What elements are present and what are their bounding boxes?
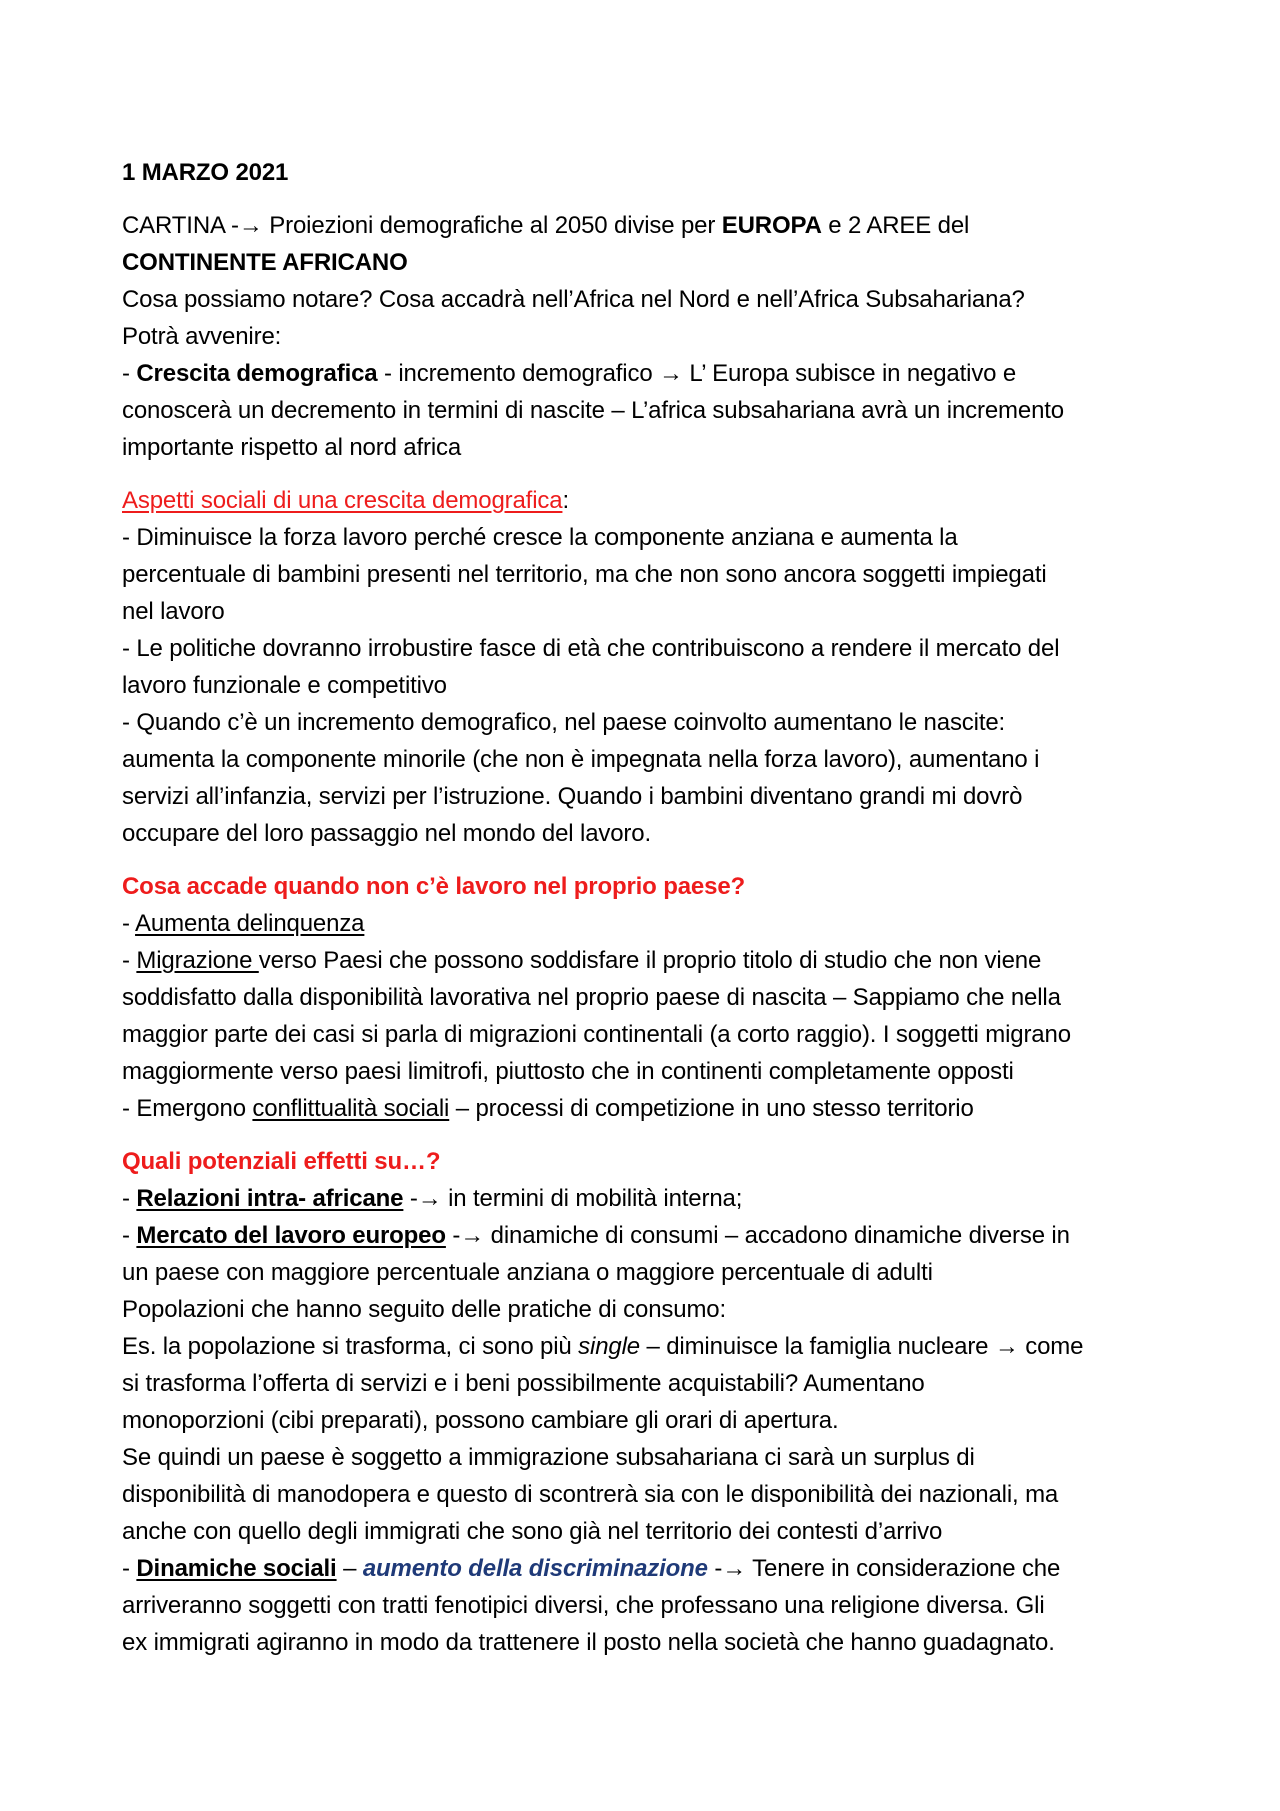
text-line (122, 355, 1160, 392)
text-line: disponibilità di manodopera e questo di scontrerà sia con le disponibilità dei nazionali, ma (122, 1481, 1059, 1508)
text-span: - (122, 1185, 137, 1212)
text-line: Potrà avvenire: (122, 323, 282, 350)
text-line: occupare del loro passaggio nel mondo del lavoro. (122, 820, 651, 847)
text-line: Cosa possiamo notare? Cosa accadrà nell’Africa nel Nord e nell’Africa Subsahariana? (122, 286, 1025, 313)
text-span: -→ Tenere in considerazione che (707, 1555, 1061, 1582)
text-span: - (122, 1555, 137, 1582)
bold-text: EUROPA (721, 212, 822, 239)
text-line: percentuale di bambini presenti nel territorio, ma che non sono ancora soggetti impiegati (122, 561, 1047, 588)
text-line (122, 207, 1160, 244)
text-line: - Diminuisce la forza lavoro perché cresce la componente anziana e aumenta la (122, 524, 958, 551)
text-line: - Quando c’è un incremento demografico, nel paese coinvolto aumentano le nascite: (122, 709, 1006, 736)
text-line (122, 905, 1160, 942)
text-span: - (122, 947, 137, 974)
text-line (122, 1217, 1160, 1254)
underlined-text: conflittualità sociali (252, 1095, 450, 1122)
text-line: nel lavoro (122, 598, 225, 625)
section-lavoro (122, 868, 1160, 1127)
text-line: soddisfatto dalla disponibilità lavorativa nel proprio paese di nascita – Sappiamo che nella (122, 984, 1061, 1011)
text-line: ex immigrati agiranno in modo da trattenere il posto nella società che hanno guadagnato. (122, 1629, 1055, 1656)
bold-underlined-text: Dinamiche sociali (136, 1555, 337, 1582)
text-span: -→ dinamiche di consumi – accadono dinamiche diverse in (445, 1222, 1070, 1249)
text-line: conoscerà un decremento in termini di nascite – L’africa subsahariana avrà un incremento (122, 397, 1064, 424)
text-line: si trasforma l’offerta di servizi e i beni possibilmente acquistabili? Aumentano (122, 1370, 925, 1397)
section-aspetti-sociali (122, 482, 1160, 852)
section-heading: Quali potenziali effetti su…? (122, 1148, 441, 1175)
text-line: maggior parte dei casi si parla di migrazioni continentali (a corto raggio). I soggetti migrano (122, 1021, 1071, 1048)
bold-underlined-text: Relazioni intra- africane (136, 1185, 404, 1212)
emphasis-text: aumento della discriminazione (362, 1555, 708, 1582)
text-span: – diminuisce la famiglia nucleare → come (639, 1333, 1084, 1360)
text-line: - Le politiche dovranno irrobustire fasce di età che contribuiscono a rendere il mercato del (122, 635, 1060, 662)
text-span: CARTINA -→ Proiezioni demografiche al 2050 divise per (122, 212, 722, 239)
text-line (122, 1090, 1160, 1127)
document-date: 1 MARZO 2021 (122, 159, 289, 186)
section-heading: Cosa accade quando non c’è lavoro nel proprio paese? (122, 873, 746, 900)
text-line: lavoro funzionale e competitivo (122, 672, 447, 699)
text-span: – (336, 1555, 363, 1582)
section-effetti (122, 1143, 1160, 1661)
bold-text-line: CONTINENTE AFRICANO (122, 249, 408, 276)
underlined-text: Aumenta delinquenza (135, 910, 365, 937)
text-span: - (122, 910, 136, 937)
text-line: Popolazioni che hanno seguito delle pratiche di consumo: (122, 1296, 727, 1323)
text-span: verso Paesi che possono soddisfare il proprio titolo di studio che non viene (258, 947, 1042, 974)
bold-underlined-text: Mercato del lavoro europeo (136, 1222, 446, 1249)
paragraph-cartina (122, 207, 1160, 466)
section-heading (122, 482, 1160, 519)
text-span: -→ in termini di mobilità interna; (403, 1185, 743, 1212)
underlined-text: Migrazione (136, 947, 259, 974)
text-line: monoporzioni (cibi preparati), possono cambiare gli orari di apertura. (122, 1407, 839, 1434)
text-line: un paese con maggiore percentuale anziana o maggiore percentuale di adulti (122, 1259, 933, 1286)
text-line: anche con quello degli immigrati che sono già nel territorio dei contesti d’arrivo (122, 1518, 943, 1545)
text-line: importante rispetto al nord africa (122, 434, 462, 461)
italic-text: single (578, 1333, 640, 1360)
bold-text: Crescita demografica (136, 360, 378, 387)
text-line (122, 1328, 1160, 1365)
text-line (122, 1550, 1160, 1587)
text-span: - Emergono (122, 1095, 253, 1122)
text-line: arriveranno soggetti con tratti fenotipici diversi, che professano una religione diversa. Gli (122, 1592, 1045, 1619)
text-line: maggiormente verso paesi limitrofi, piuttosto che in continenti completamente opposti (122, 1058, 1014, 1085)
text-span: : (562, 487, 569, 514)
text-span: – processi di competizione in uno stesso territorio (449, 1095, 974, 1122)
text-line: Se quindi un paese è soggetto a immigrazione subsahariana ci sarà un surplus di (122, 1444, 975, 1471)
text-line (122, 942, 1160, 979)
text-span: Es. la popolazione si trasforma, ci sono più (122, 1333, 579, 1360)
heading-text: Aspetti sociali di una crescita demografica (122, 487, 563, 514)
text-line: aumenta la componente minorile (che non è impegnata nella forza lavoro), aumentano i (122, 746, 1040, 773)
text-span: e 2 AREE del (821, 212, 970, 239)
text-span: - (122, 1222, 137, 1249)
text-line: servizi all’infanzia, servizi per l’istruzione. Quando i bambini diventano grandi mi dovrò (122, 783, 1023, 810)
text-span: - incremento demografico → L’ Europa subisce in negativo e (377, 360, 1017, 387)
text-span: - (122, 360, 137, 387)
text-line (122, 1180, 1160, 1217)
